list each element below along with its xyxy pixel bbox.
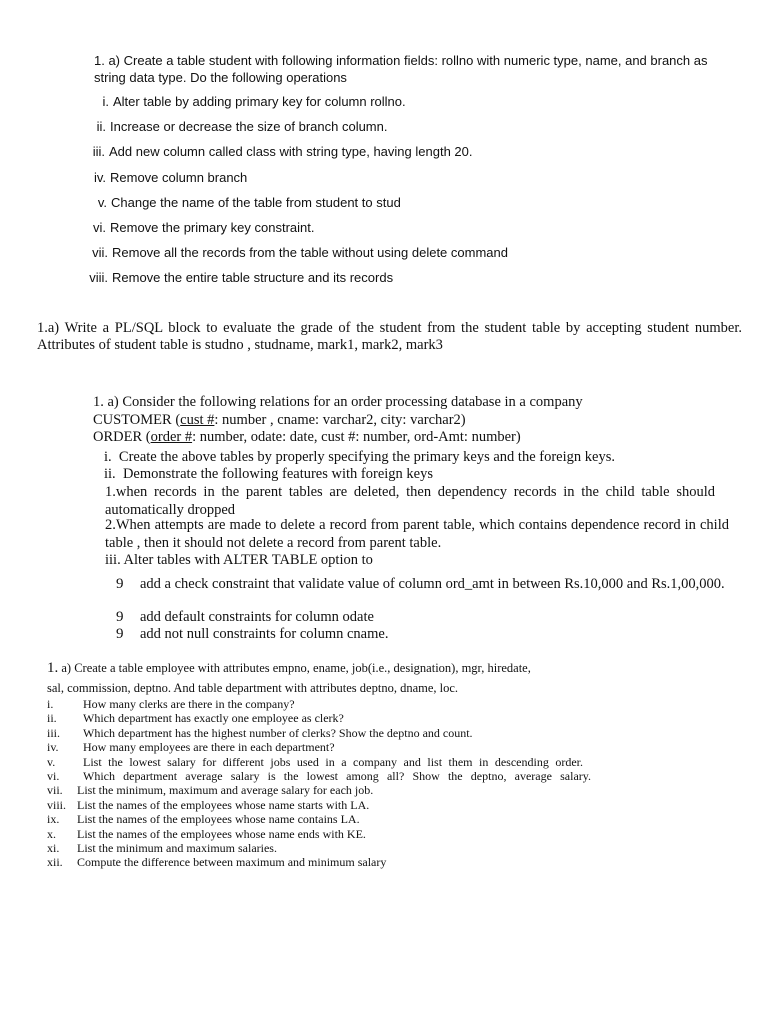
q1-item-3 — [79, 144, 472, 160]
q1-item-5 — [81, 195, 401, 211]
q1-item-8 — [82, 270, 393, 286]
bullet-text: add a check constraint that validate value of column ord_amt in between Rs.10,000 and Rs.1,00,000. — [140, 576, 725, 592]
item-number: v. — [47, 754, 56, 769]
item-number: viii. — [47, 797, 67, 812]
q1-item-text: Add new column called class with string type, having length 20. — [109, 144, 473, 159]
item-text: Which department has exactly one employee as clerk? — [83, 711, 344, 726]
q1-item-4 — [80, 170, 247, 186]
item-text: Which department average salary is the lowest among all? Show the deptno, average salary. — [83, 769, 591, 784]
item-text: Create the above tables by properly specifying the primary keys and the foreign keys. — [118, 449, 615, 465]
item-text: List the lowest salary for different jobs used in a company and list them in descending order. — [83, 754, 583, 769]
item-text: Compute the difference between maximum and minimum salary — [77, 855, 387, 870]
q1-item-number: iii. — [92, 144, 105, 159]
q4-item-2 — [47, 711, 591, 725]
q3-order-relation — [93, 429, 521, 447]
item-text: List the minimum and maximum salaries. — [77, 841, 277, 856]
item-number: iii. — [47, 725, 61, 740]
item-number: vi. — [47, 769, 60, 784]
q1-item-number: ii. — [96, 119, 106, 134]
relation-name: CUSTOMER ( — [93, 412, 181, 428]
q4-item-10 — [47, 827, 591, 841]
check-bullet-icon: 9 — [116, 576, 124, 592]
item-text: List the names of the employees whose name ends with KE. — [77, 826, 366, 841]
q3-heading: 1. a) Consider the following relations for an order processing database in a company — [93, 394, 583, 410]
q3-customer-relation — [93, 412, 466, 430]
q4-item-8 — [47, 798, 591, 812]
q1-item-2 — [80, 119, 387, 135]
item-text: How many clerks are there in the company? — [83, 697, 295, 711]
q4-list — [47, 697, 591, 870]
q3-bullet-2 — [94, 609, 730, 626]
q4-heading-text: a) Create a table employee with attributes empno, ename, job(i.e., designation), mgr, hiredate, — [61, 661, 531, 675]
item-text: How many employees are there in each department? — [83, 740, 335, 755]
q4-item-4 — [47, 740, 591, 754]
item-number: xii. — [47, 855, 63, 870]
item-number: ii. — [47, 711, 57, 726]
q2-paragraph: 1.a) Write a PL/SQL block to evaluate the grade of the student from the student table by accepting student number. Attributes of student table is studno , studname, mark1, mark2, mark3 — [37, 320, 742, 353]
q1-item-1 — [83, 94, 406, 110]
q4-heading-line1 — [47, 660, 531, 677]
q1-item-text: Remove the primary key constraint. — [110, 220, 315, 235]
q3-item-i — [104, 449, 615, 467]
q3-subitem-2 — [105, 517, 729, 552]
q1-item-6 — [80, 220, 314, 236]
primary-key: cust # — [180, 412, 215, 428]
item-text: Which department has the highest number of clerks? Show the deptno and count. — [83, 725, 473, 740]
q1-item-number: viii. — [89, 270, 108, 285]
q4-number: 1. — [47, 660, 59, 676]
q4-heading-line2: sal, commission, deptno. And table department with attributes deptno, dname, loc. — [47, 681, 459, 695]
q4-item-12 — [47, 855, 591, 869]
q1-item-number: i. — [102, 94, 109, 109]
relation-attributes: : number, odate: date, cust #: number, ord-Amt: number) — [192, 429, 521, 445]
item-text: List the names of the employees whose name contains LA. — [77, 812, 360, 827]
item-number: x. — [47, 826, 56, 841]
item-number: iv. — [47, 740, 59, 755]
q1-item-number: iv. — [93, 170, 106, 185]
q3-item-iii: iii. Alter tables with ALTER TABLE option to — [105, 552, 373, 568]
bullet-text: add not null constraints for column cname. — [140, 626, 389, 642]
item-number: i. — [104, 449, 112, 465]
q1-item-text: Remove all the records from the table without using delete command — [112, 245, 508, 260]
q1-item-number: vii. — [92, 245, 108, 260]
q3-subitem-1 — [105, 484, 715, 519]
q1-item-text: Remove the entire table structure and its records — [112, 270, 394, 285]
q3-bullet-3 — [94, 626, 730, 643]
q4-item-9 — [47, 812, 591, 826]
q4-item-1 — [47, 697, 591, 711]
relation-name: ORDER ( — [93, 429, 151, 445]
relation-attributes: : number , cname: varchar2, city: varchar2) — [214, 412, 466, 428]
item-number: xi. — [47, 841, 60, 856]
q1-item-number: vi. — [93, 220, 106, 235]
check-bullet-icon: 9 — [116, 626, 124, 642]
q1-item-text: Increase or decrease the size of branch column. — [110, 119, 388, 134]
q4-item-6 — [47, 769, 591, 783]
q1-item-text: Alter table by adding primary key for column rollno. — [113, 94, 406, 109]
subitem-text: 2.When attempts are made to delete a record from parent table, which contains dependence record in child table , then it should not delete a record from parent table. — [105, 517, 729, 551]
item-text: List the minimum, maximum and average salary for each job. — [77, 783, 374, 798]
q4-item-5 — [47, 755, 591, 769]
q3-bullet-1 — [94, 576, 730, 593]
item-number: vii. — [47, 783, 63, 798]
item-number: i. — [47, 697, 54, 711]
bullet-text: add default constraints for column odate — [140, 609, 374, 625]
check-bullet-icon: 9 — [116, 609, 124, 625]
q1-item-number: v. — [97, 195, 107, 210]
item-number: ix. — [47, 812, 60, 827]
item-text: List the names of the employees whose name starts with LA. — [77, 797, 370, 812]
q3-item-ii — [104, 466, 433, 484]
q1-item-7 — [82, 245, 508, 261]
item-number: ii. — [104, 466, 116, 482]
primary-key: order # — [150, 429, 193, 445]
q1-item-text: Remove column branch — [110, 170, 248, 185]
subitem-text: 1.when records in the parent tables are deleted, then dependency records in the child table should automatically dropped — [105, 484, 715, 518]
item-text: Demonstrate the following features with foreign keys — [122, 466, 433, 482]
q4-item-3 — [47, 726, 591, 740]
q1-item-text: Change the name of the table from student to stud — [111, 195, 401, 210]
q1-heading: 1. a) Create a table student with following information fields: rollno with numeric type, name, and branch as string data type. Do the following operations — [94, 53, 708, 85]
q4-item-7 — [47, 783, 591, 797]
q4-item-11 — [47, 841, 591, 855]
